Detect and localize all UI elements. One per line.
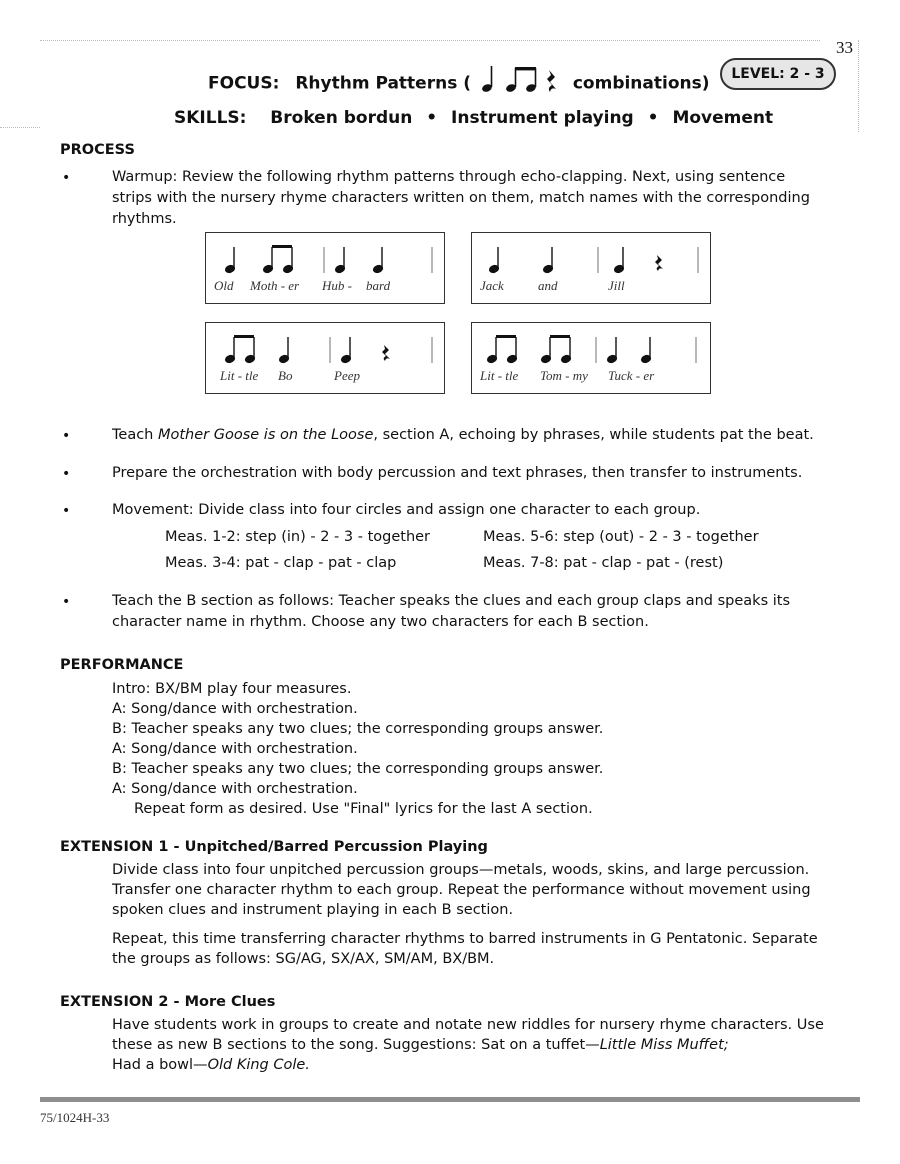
meas-7-8: Meas. 7-8: pat - clap - pat - (rest) — [483, 555, 724, 571]
extension1-line: Divide class into four unpitched percussion groups—metals, woods, skins, and large percussion. — [112, 862, 810, 878]
character-name: Little Miss Muffet; — [599, 1037, 729, 1053]
performance-line: B: Teacher speaks any two clues; the corresponding groups answer. — [112, 761, 604, 777]
extension2-text: Had a bowl— — [112, 1057, 208, 1073]
movement-paragraph: Movement: Divide class into four circles and assign one character to each group. — [112, 502, 701, 518]
b-section-line: Teach the B section as follows: Teacher speaks the clues and each group claps and speaks its — [112, 593, 791, 609]
skill-item: Movement — [672, 108, 774, 128]
warmup-line: strips with the nursery rhyme characters written on them, match names with the corresponding — [112, 190, 810, 206]
syllable: Moth - er — [250, 278, 300, 293]
performance-repeat-note: Repeat form as desired. Use "Final" lyrics for the last A section. — [134, 801, 593, 817]
character-name: Old King Cole. — [207, 1057, 310, 1073]
teach-paragraph — [112, 425, 847, 446]
bullet-icon: • — [62, 170, 71, 186]
warmup-paragraph — [112, 167, 847, 230]
extension2-heading: EXTENSION 2 - More Clues — [60, 994, 276, 1010]
performance-line: A: Song/dance with orchestration. — [112, 701, 358, 717]
warmup-line: rhythms. — [112, 211, 177, 227]
syllable: Lit - tle — [220, 368, 259, 383]
extension1-heading: EXTENSION 1 - Unpitched/Barred Percussion Playing — [60, 839, 488, 855]
syllable: Bo — [278, 368, 293, 383]
performance-line: A: Song/dance with orchestration. — [112, 781, 358, 797]
skills-line — [174, 108, 773, 128]
skill-item: Instrument playing — [451, 108, 634, 128]
bullet-icon: • — [62, 594, 71, 610]
performance-line: B: Teacher speaks any two clues; the corresponding groups answer. — [112, 721, 604, 737]
level-badge: LEVEL: 2 - 3 — [720, 58, 836, 90]
warmup-line: Warmup: Review the following rhythm patterns through echo-clapping. Next, using sentence — [112, 169, 786, 185]
focus-text: Rhythm Patterns ( — [295, 73, 471, 94]
skill-separator: • — [426, 108, 438, 128]
teach-prefix: Teach — [112, 427, 158, 443]
skill-item: Broken bordun — [270, 108, 413, 128]
footer-rule — [40, 1097, 860, 1102]
bullet-icon: • — [62, 466, 71, 482]
rhythm-notation — [472, 233, 710, 303]
right-dotted-rule — [858, 40, 859, 132]
extension2-text: these as new B sections to the song. Suggestions: Sat on a tuffet— — [112, 1037, 600, 1053]
syllable: Peep — [334, 368, 360, 383]
extension1-line: spoken clues and instrument playing in each B section. — [112, 902, 514, 918]
focus-label: FOCUS: — [208, 73, 280, 94]
bullet-icon: • — [62, 503, 71, 519]
rhythm-box-little-tommy-tucker — [471, 322, 711, 394]
extension1-paragraph2 — [112, 929, 847, 969]
skills-label: SKILLS: — [174, 108, 247, 128]
syllable: bard — [366, 278, 391, 293]
extension2-line — [112, 1055, 847, 1075]
teach-suffix: , section A, echoing by phrases, while students pat the beat. — [373, 427, 814, 443]
page-number: 33 — [836, 38, 853, 57]
syllable: Jack — [480, 278, 504, 293]
top-dotted-rule — [40, 40, 820, 41]
process-heading: PROCESS — [60, 142, 135, 158]
extension1-line: the groups as follows: SG/AG, SX/AX, SM/AM, BX/BM. — [112, 951, 495, 967]
focus-line — [208, 64, 710, 103]
extension1-line: Transfer one character rhythm to each group. Repeat the performance without movement using — [112, 882, 811, 898]
meas-3-4: Meas. 3-4: pat - clap - pat - clap — [165, 555, 397, 571]
meas-1-2: Meas. 1-2: step (in) - 2 - 3 - together — [165, 529, 431, 545]
syllable: Hub - — [322, 278, 352, 293]
song-title: Mother Goose is on the Loose — [157, 427, 374, 443]
extension1-line: Repeat, this time transferring character rhythms to barred instruments in G Pentatonic. Separate — [112, 931, 818, 947]
meas-5-6: Meas. 5-6: step (out) - 2 - 3 - together — [483, 529, 759, 545]
syllable: Tom - my — [540, 368, 588, 383]
syllable: Old — [214, 278, 234, 293]
rhythm-box-old-mother-hubbard — [205, 232, 445, 304]
syllable: and — [538, 278, 558, 293]
left-dotted-rule — [0, 127, 40, 128]
skill-separator: • — [647, 108, 659, 128]
extension2-paragraph — [112, 1015, 847, 1075]
prepare-paragraph: Prepare the orchestration with body percussion and text phrases, then transfer to instruments. — [112, 465, 803, 481]
syllable: Jill — [608, 278, 625, 293]
syllable: Tuck - er — [608, 368, 655, 383]
rhythm-box-little-bo-peep — [205, 322, 445, 394]
focus-tail: combinations) — [572, 73, 710, 94]
extension2-line: Have students work in groups to create and notate new riddles for nursery rhyme characters. Use — [112, 1017, 824, 1033]
rhythm-box-jack-and-jill — [471, 232, 711, 304]
quarter-eighths-rest-icon — [479, 64, 565, 103]
performance-line: Intro: BX/BM play four measures. — [112, 681, 352, 697]
performance-list — [112, 679, 603, 819]
extension2-line — [112, 1035, 847, 1055]
footer-code: 75/1024H-33 — [40, 1110, 110, 1125]
b-section-line: character name in rhythm. Choose any two characters for each B section. — [112, 614, 649, 630]
syllable: Lit - tle — [480, 368, 519, 383]
extension1-paragraph1 — [112, 860, 847, 920]
bullet-icon: • — [62, 428, 71, 444]
b-section-paragraph — [112, 591, 847, 633]
performance-line: A: Song/dance with orchestration. — [112, 741, 358, 757]
performance-heading: PERFORMANCE — [60, 657, 184, 673]
